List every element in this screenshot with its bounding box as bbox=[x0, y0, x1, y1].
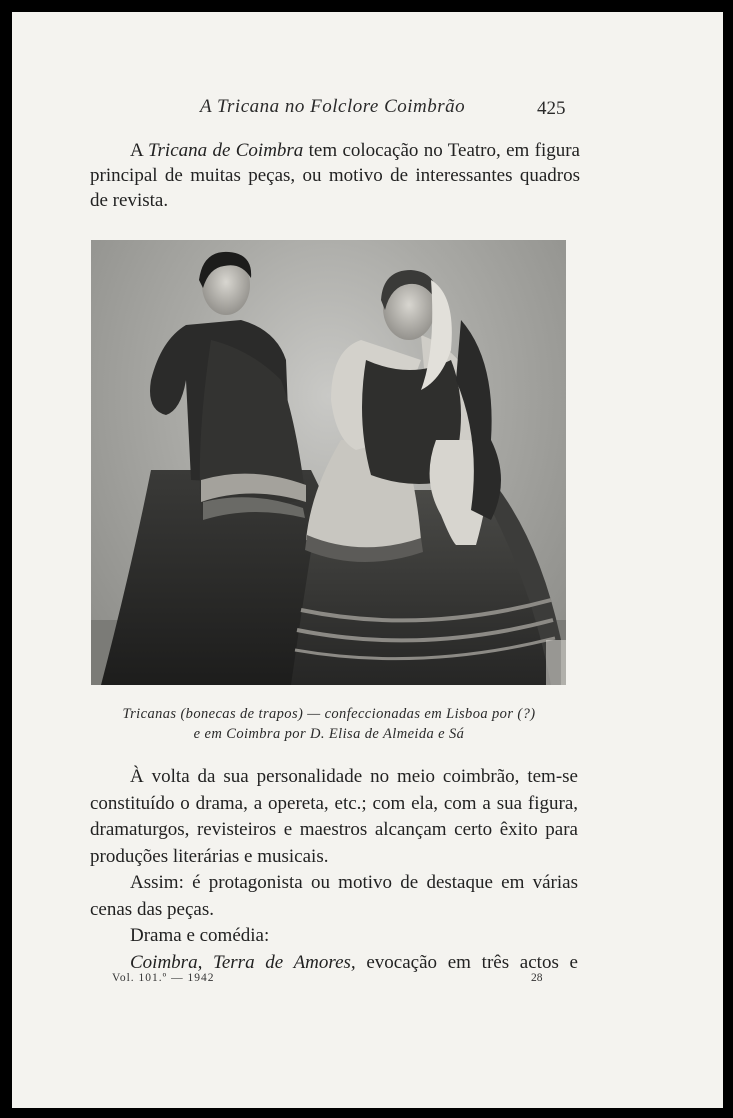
intro-italic-lead: Tricana de Coimbra bbox=[148, 140, 304, 161]
book-page bbox=[12, 12, 723, 1108]
intro-lead-prefix: A bbox=[130, 140, 149, 161]
paragraph-1: À volta da sua personalidade no meio coimbrão, tem-se constituído o drama, a opereta, etc.; com ela, com a sua figura, dramaturgos, revisteiros e maestros alcançam certo êxito para produções literárias e musicais. bbox=[90, 766, 578, 867]
paragraph-4-rest: evocação em três actos e bbox=[355, 951, 578, 973]
dolls-photograph bbox=[91, 240, 566, 685]
photo-caption bbox=[98, 704, 560, 744]
running-header-title: A Tricana no Folclore Coimbrão bbox=[200, 96, 466, 117]
intro-rest: tem colocação no Teatro, em figura principal de muitas peças, ou motivo de interessantes quadros de revista. bbox=[90, 140, 580, 211]
caption-line-1: Tricanas (bonecas de trapos) — confeccionadas em Lisboa por (?) bbox=[122, 706, 536, 722]
photograph-image bbox=[91, 240, 566, 685]
caption-line-2: e em Coimbra por D. Elisa de Almeida e Sá bbox=[193, 726, 465, 742]
intro-paragraph bbox=[90, 138, 580, 213]
body-text bbox=[90, 764, 578, 976]
paragraph-3: Drama e comédia: bbox=[130, 925, 270, 946]
page-number: 425 bbox=[537, 98, 566, 119]
footer-volume: Vol. 101.º — 1942 bbox=[112, 972, 215, 984]
play-title: Coimbra, Terra de Amores, bbox=[130, 951, 356, 973]
footer-signature: 28 bbox=[531, 972, 543, 984]
paragraph-2: Assim: é protagonista ou motivo de destaque em várias cenas das peças. bbox=[90, 872, 578, 920]
